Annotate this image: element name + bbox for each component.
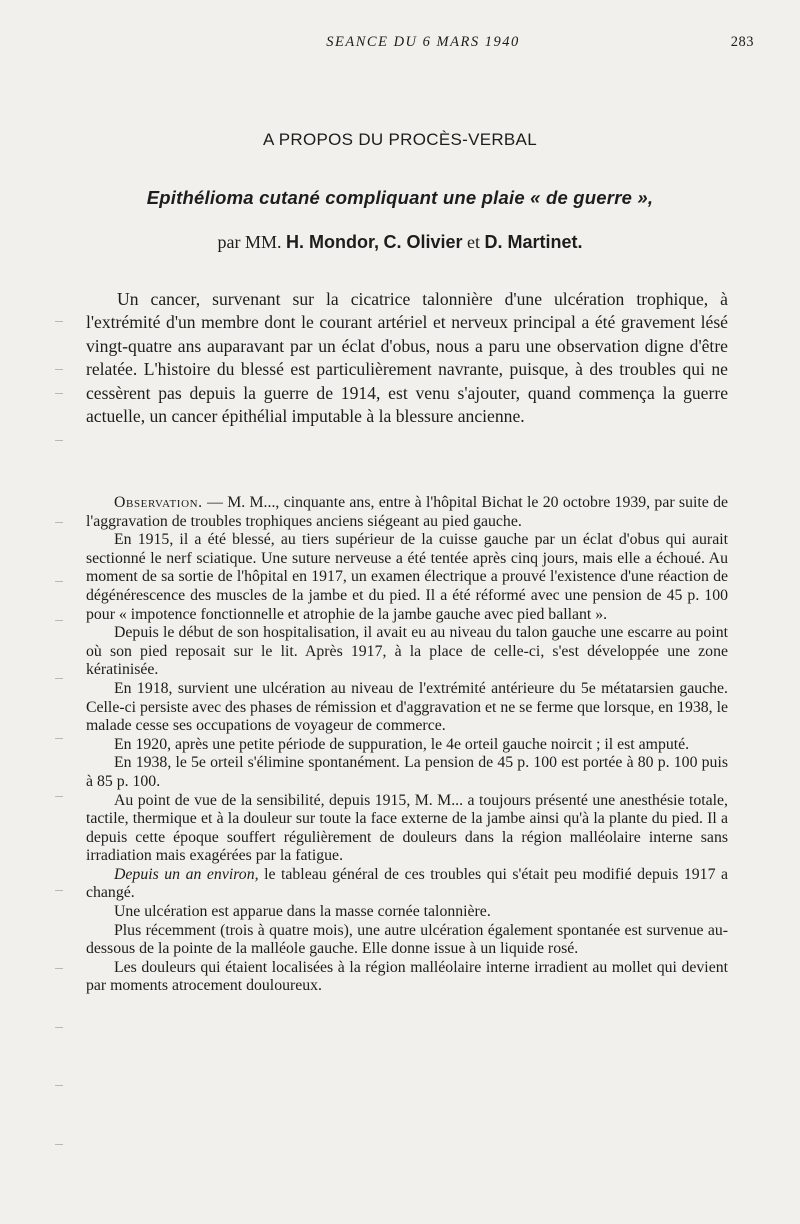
paragraph-1920: En 1920, après une petite période de suppuration, le 4e orteil gauche noircit ; il est amputé. xyxy=(114,735,690,753)
byline-conjunction: et xyxy=(467,232,480,252)
margin-mark xyxy=(55,522,63,523)
running-title: SEANCE DU 6 MARS 1940 xyxy=(326,34,520,50)
margin-mark xyxy=(55,581,63,582)
byline xyxy=(0,232,800,253)
margin-mark xyxy=(55,620,63,621)
observation-section xyxy=(86,494,728,996)
margin-mark xyxy=(55,393,63,394)
section-title: A PROPOS DU PROCÈS-VERBAL xyxy=(263,130,537,149)
margin-mark xyxy=(55,369,63,370)
paragraph-year-rest: le tableau général de ces troubles qui s'était peu modifié depuis 1917 a changé. xyxy=(86,865,729,902)
margin-mark xyxy=(55,890,63,891)
author-olivier: C. Olivier xyxy=(383,232,463,252)
margin-mark xyxy=(55,1085,63,1086)
observation-paragraph xyxy=(86,494,728,531)
margin-mark xyxy=(55,1027,63,1028)
author-martinet: D. Martinet. xyxy=(484,232,583,252)
intro-section xyxy=(86,288,728,428)
margin-mark xyxy=(55,796,63,797)
running-header xyxy=(86,34,760,56)
margin-mark xyxy=(55,440,63,441)
paragraph-ulceration: Une ulcération est apparue dans la masse cornée talonnière. xyxy=(114,903,491,921)
margin-mark xyxy=(55,678,63,679)
paragraph-1915: En 1915, il a été blessé, au tiers supérieur de la cuisse gauche par un éclat d'obus qui aurait sectionné le nerf sciatique. Une suture nerveuse a été tentée après cinq jours, mais elle a échoué. Au moment de sa sortie de l'hôpital en 1917, un examen électrique a prouvé l'existence d'une réaction de dégénérescence des muscles de la jambe et du pied. Il a été réformé avec une pension de 45 p. 100 pour « impotence fonctionnelle et atrophie de la jambe gauche avec pied ballant ». xyxy=(86,531,728,623)
paragraph-1918: En 1918, survient une ulcération au niveau de l'extrémité antérieure du 5e métatarsien gauche. Celle-ci persiste avec des phases de rémission et d'aggravation et ne se ferme que lorsque, en 1938, le malade cesse ses occupations de voyageur de commerce. xyxy=(86,679,728,735)
byline-prefix: par MM. xyxy=(217,232,282,252)
paragraph-pain: Les douleurs qui étaient localisées à la région malléolaire interne irradient au mollet qui devient par moments atrocement douloureux. xyxy=(86,958,728,995)
article-title: Epithélioma cutané compliquant une plaie « de guerre », xyxy=(146,187,654,208)
page-number: 283 xyxy=(730,34,754,50)
author-mondor: H. Mondor, xyxy=(285,232,379,252)
margin-mark xyxy=(55,968,63,969)
intro-paragraph: Un cancer, survenant sur la cicatrice talonnière d'une ulcération trophique, à l'extrémité d'un membre dont le courant artériel et nerveux principal a été gravement lésé vingt-quatre ans auparavant par un éclat d'obus, nous a paru une observation digne d'être relatée. L'histoire du blessé est particulièrement navrante, puisque, à des troubles qui ne cessèrent pas depuis la guerre de 1914, est venu s'ajouter, quand commença la guerre actuelle, un cancer épithélial imputable à la blessure ancienne. xyxy=(86,289,728,427)
margin-mark xyxy=(55,738,63,739)
margin-mark xyxy=(55,321,63,322)
paragraph-sensibility: Au point de vue de la sensibilité, depuis 1915, M. M... a toujours présenté une anesthésie totale, tactile, thermique et à la douleur sur toute la face externe de la jambe ainsi qu'à la plante du pied. Il a depuis cette époque souffert régulièrement de douleurs dans la région malléolaire interne sans irradiation mais exagérées par la fatigue. xyxy=(86,791,728,865)
observation-text: — M. M..., cinquante ans, entre à l'hôpital Bichat le 20 octobre 1939, par suite de l'aggravation de troubles trophiques anciens siégeant au pied gauche. xyxy=(86,494,728,530)
paragraph-recent: Plus récemment (trois à quatre mois), une autre ulcération également spontanée est survenue au-dessous de la pointe de la malléole gauche. Elle donne issue à un liquide rosé. xyxy=(86,921,728,958)
paragraph-year xyxy=(86,866,728,903)
margin-mark xyxy=(55,1144,63,1145)
observation-label: Observation. xyxy=(114,494,203,511)
paragraph-hospitalisation: Depuis le début de son hospitalisation, il avait eu au niveau du talon gauche une escarre au point où son pied reposait sur le lit. Après 1917, à la place de celle-ci, s'est développée une zone kératinisée. xyxy=(86,624,728,679)
paragraph-year-italic: Depuis un an environ, xyxy=(114,865,259,883)
paragraph-1938: En 1938, le 5e orteil s'élimine spontanément. La pension de 45 p. 100 est portée à 80 p. 100 puis à 85 p. 100. xyxy=(86,754,728,790)
